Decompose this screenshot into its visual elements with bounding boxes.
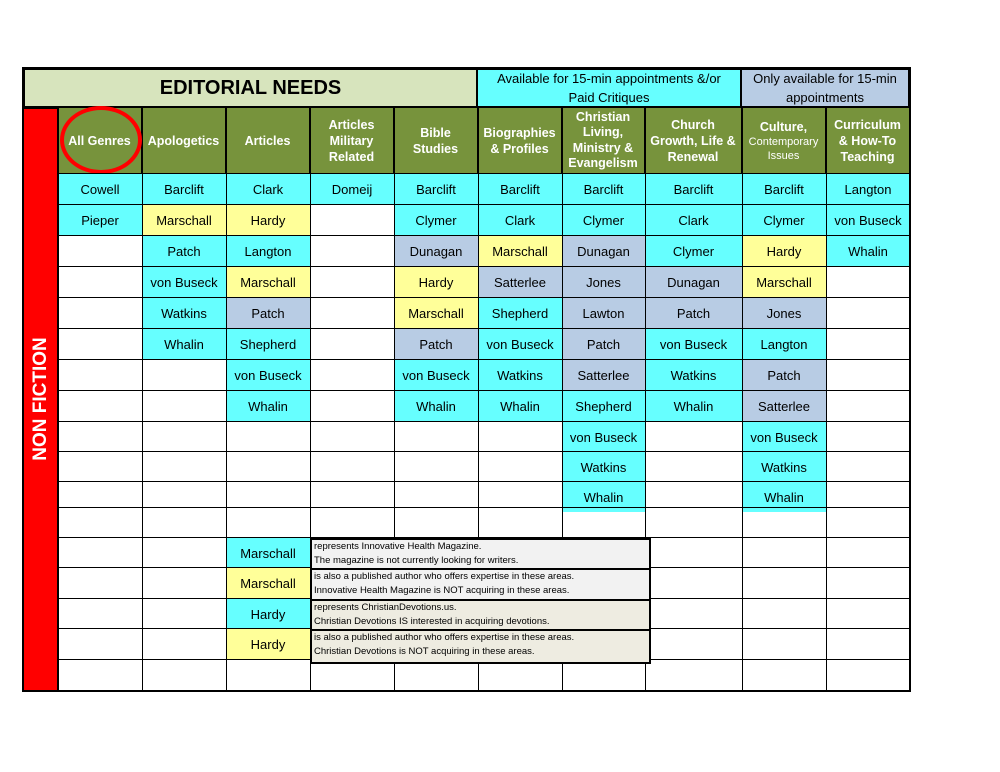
cell-articles-7: Whalin [226,391,310,421]
cell-apologetics-4: Watkins [142,298,226,328]
cell-living-9: Watkins [562,452,645,482]
legend-text-3: is also a published author who offers expertise in these areas. Christian Devotions is NOT acquiring in these areas. [310,629,651,664]
cell-living-10: Whalin [562,482,645,512]
cell-articles-6: von Buseck [226,360,310,390]
cell-apologetics-1: Marschall [142,205,226,235]
cell-church-7: Whalin [645,391,742,421]
cell-bio-3: Satterlee [478,267,562,297]
col-header-apologetics: Apologetics [142,108,226,173]
cell-bio-2: Marschall [478,236,562,266]
cell-church-2: Clymer [645,236,742,266]
cell-curriculum-2: Whalin [826,236,910,266]
highlight-circle [60,106,142,174]
col-header-curriculum: Curriculum & How-To Teaching [826,108,910,173]
cell-culture-5: Langton [742,329,826,359]
cell-bio-6: Watkins [478,360,562,390]
editorial-needs-banner [23,68,478,108]
cell-culture-4: Jones [742,298,826,328]
cell-church-5: von Buseck [645,329,742,359]
cell-bio-4: Shepherd [478,298,562,328]
cell-allgenres-0: Cowell [58,174,142,204]
cell-bio-7: Whalin [478,391,562,421]
cell-culture-7: Satterlee [742,391,826,421]
legend-text-2: represents ChristianDevotions.us. Christian Devotions IS interested in acquiring devotions. [310,599,651,634]
available-15min-banner [476,68,742,108]
col-header-articles: Articles [226,108,310,173]
cell-bible-0: Barclift [394,174,478,204]
legend-name-0: Marschall [226,538,310,568]
cell-bio-1: Clark [478,205,562,235]
cell-articles-0: Clark [226,174,310,204]
cell-living-0: Barclift [562,174,645,204]
legend-text-0: represents Innovative Health Magazine. The magazine is not currently looking for writers. [310,538,651,573]
col-header-biographies: Biographies & Profiles [478,108,562,173]
cell-living-5: Patch [562,329,645,359]
cell-allgenres-1: Pieper [58,205,142,235]
cell-culture-10: Whalin [742,482,826,512]
cell-curriculum-1: von Buseck [826,205,910,235]
cell-church-6: Watkins [645,360,742,390]
col-header-articles-military: Articles Military Related [310,108,394,173]
cell-articles-4: Patch [226,298,310,328]
col-header-all-genres: All Genres [58,108,142,173]
only-15min-text: Only available for 15-min appointments [753,71,897,105]
available-15min-text: Available for 15-min appointments &/or Paid Critiques [497,71,721,105]
cell-culture-2: Hardy [742,236,826,266]
cell-bio-5: von Buseck [478,329,562,359]
cell-living-2: Dunagan [562,236,645,266]
only-15min-banner [740,68,910,108]
cell-curriculum-0: Langton [826,174,910,204]
cell-bible-1: Clymer [394,205,478,235]
cell-living-4: Lawton [562,298,645,328]
cell-bible-6: von Buseck [394,360,478,390]
cell-articles-3: Marschall [226,267,310,297]
cell-articles-1: Hardy [226,205,310,235]
legend-name-2: Hardy [226,599,310,629]
col-header-church-growth: Church Growth, Life & Renewal [645,108,742,173]
non-fiction-text: NON FICTION [29,337,51,461]
col-header-christian-living: Christian Living, Ministry & Evangelism [562,108,645,173]
cell-bible-5: Patch [394,329,478,359]
cell-living-3: Jones [562,267,645,297]
cell-culture-6: Patch [742,360,826,390]
cell-culture-3: Marschall [742,267,826,297]
col-header-culture: Culture, Contemporary Issues [742,108,826,173]
cell-apologetics-5: Whalin [142,329,226,359]
cell-bible-3: Hardy [394,267,478,297]
cell-articles-5: Shepherd [226,329,310,359]
cell-living-1: Clymer [562,205,645,235]
cell-apologetics-2: Patch [142,236,226,266]
cell-bio-0: Barclift [478,174,562,204]
cell-culture-1: Clymer [742,205,826,235]
cell-church-4: Patch [645,298,742,328]
cell-culture-0: Barclift [742,174,826,204]
cell-church-3: Dunagan [645,267,742,297]
cell-living-7: Shepherd [562,391,645,421]
editorial-needs-title: EDITORIAL NEEDS [159,76,342,99]
cell-apologetics-0: Barclift [142,174,226,204]
legend-name-3: Hardy [226,629,310,659]
cell-military-0: Domeij [310,174,394,204]
cell-living-8: von Buseck [562,422,645,452]
non-fiction-side-label [23,108,58,691]
cell-bible-2: Dunagan [394,236,478,266]
cell-living-6: Satterlee [562,360,645,390]
col-header-bible-studies: Bible Studies [394,108,478,173]
legend-text-1: is also a published author who offers expertise in these areas. Innovative Health Magazine is NOT acquiring in these areas. [310,568,651,603]
legend-name-1: Marschall [226,568,310,598]
cell-bible-4: Marschall [394,298,478,328]
cell-church-1: Clark [645,205,742,235]
cell-apologetics-3: von Buseck [142,267,226,297]
cell-culture-8: von Buseck [742,422,826,452]
cell-culture-9: Watkins [742,452,826,482]
cell-church-0: Barclift [645,174,742,204]
cell-articles-2: Langton [226,236,310,266]
cell-bible-7: Whalin [394,391,478,421]
